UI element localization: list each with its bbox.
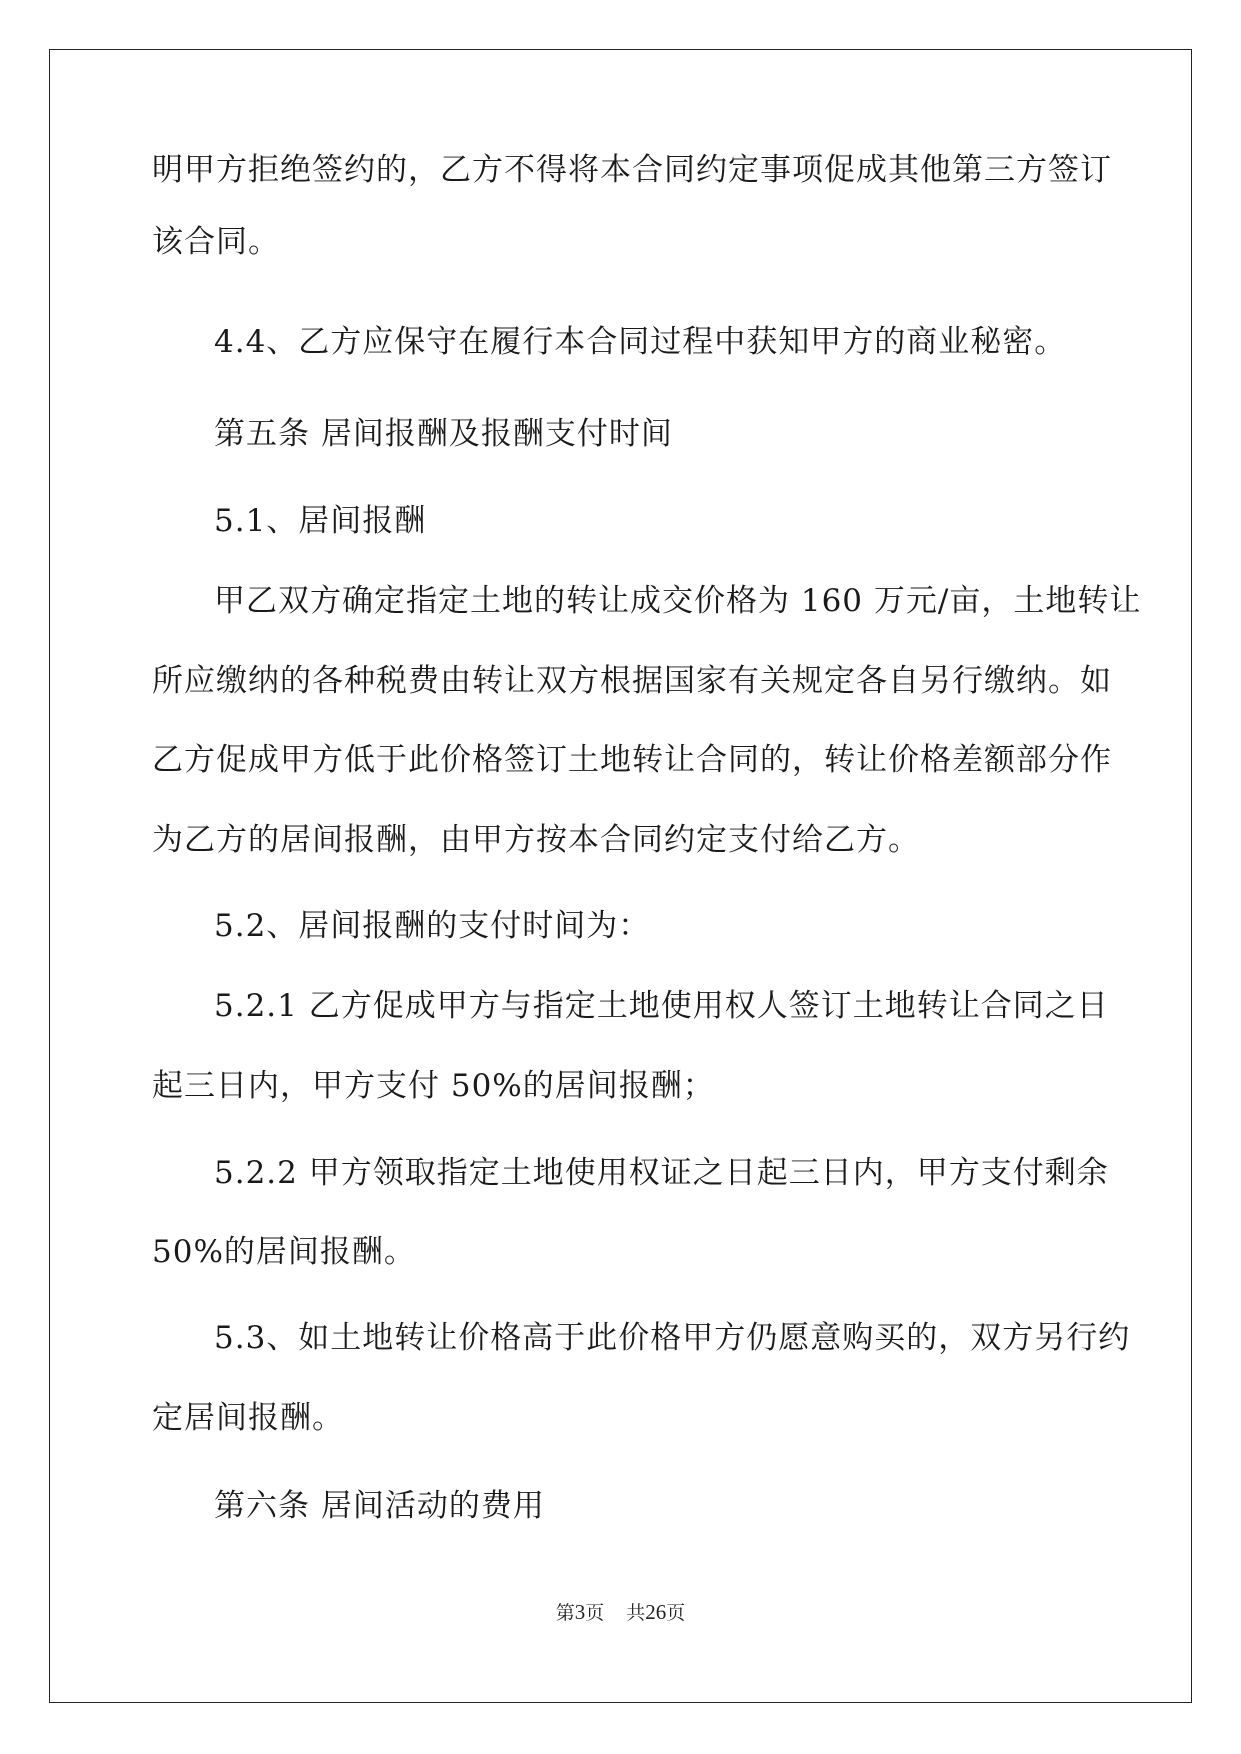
page-footer — [0, 1600, 1241, 1626]
text-line: 甲乙双方确定指定土地的转让成交价格为 160 万元/亩，土地转让 — [214, 583, 1142, 619]
footer-total-prefix: 共 — [626, 1603, 646, 1624]
section-heading: 第六条 居间活动的费用 — [214, 1488, 545, 1524]
text-line: 乙方促成甲方低于此价格签订土地转让合同的，转让价格差额部分作 — [152, 742, 1112, 778]
text-line: 定居间报酬。 — [152, 1400, 344, 1436]
text-line: 明甲方拒绝签约的，乙方不得将本合同约定事项促成其他第三方签订 — [152, 152, 1112, 188]
page-border — [49, 49, 1192, 1703]
footer-total-suffix: 页 — [666, 1603, 686, 1624]
text-line: 4.4、乙方应保守在履行本合同过程中获知甲方的商业秘密。 — [214, 324, 1067, 360]
footer-total-pages: 26 — [645, 1600, 667, 1624]
footer-page-prefix: 第 — [555, 1603, 575, 1624]
text-line: 起三日内，甲方支付 50%的居间报酬； — [152, 1068, 715, 1104]
subsection-heading: 5.2、居间报酬的支付时间为： — [214, 908, 651, 944]
subsection-heading: 5.1、居间报酬 — [214, 503, 427, 539]
text-line: 50%的居间报酬。 — [152, 1234, 416, 1270]
text-line: 为乙方的居间报酬，由甲方按本合同约定支付给乙方。 — [152, 822, 920, 858]
footer-page-number: 3 — [574, 1600, 586, 1624]
text-line: 所应缴纳的各种税费由转让双方根据国家有关规定各自另行缴纳。如 — [152, 663, 1112, 699]
text-line: 5.2.1 乙方促成甲方与指定土地使用权人签订土地转让合同之日 — [214, 988, 1109, 1024]
text-line: 该合同。 — [152, 224, 280, 260]
section-heading: 第五条 居间报酬及报酬支付时间 — [214, 416, 673, 452]
text-line: 5.2.2 甲方领取指定土地使用权证之日起三日内，甲方支付剩余 — [214, 1155, 1109, 1191]
footer-page-suffix: 页 — [585, 1603, 605, 1624]
text-line: 5.3、如土地转让价格高于此价格甲方仍愿意购买的，双方另行约 — [214, 1320, 1131, 1356]
